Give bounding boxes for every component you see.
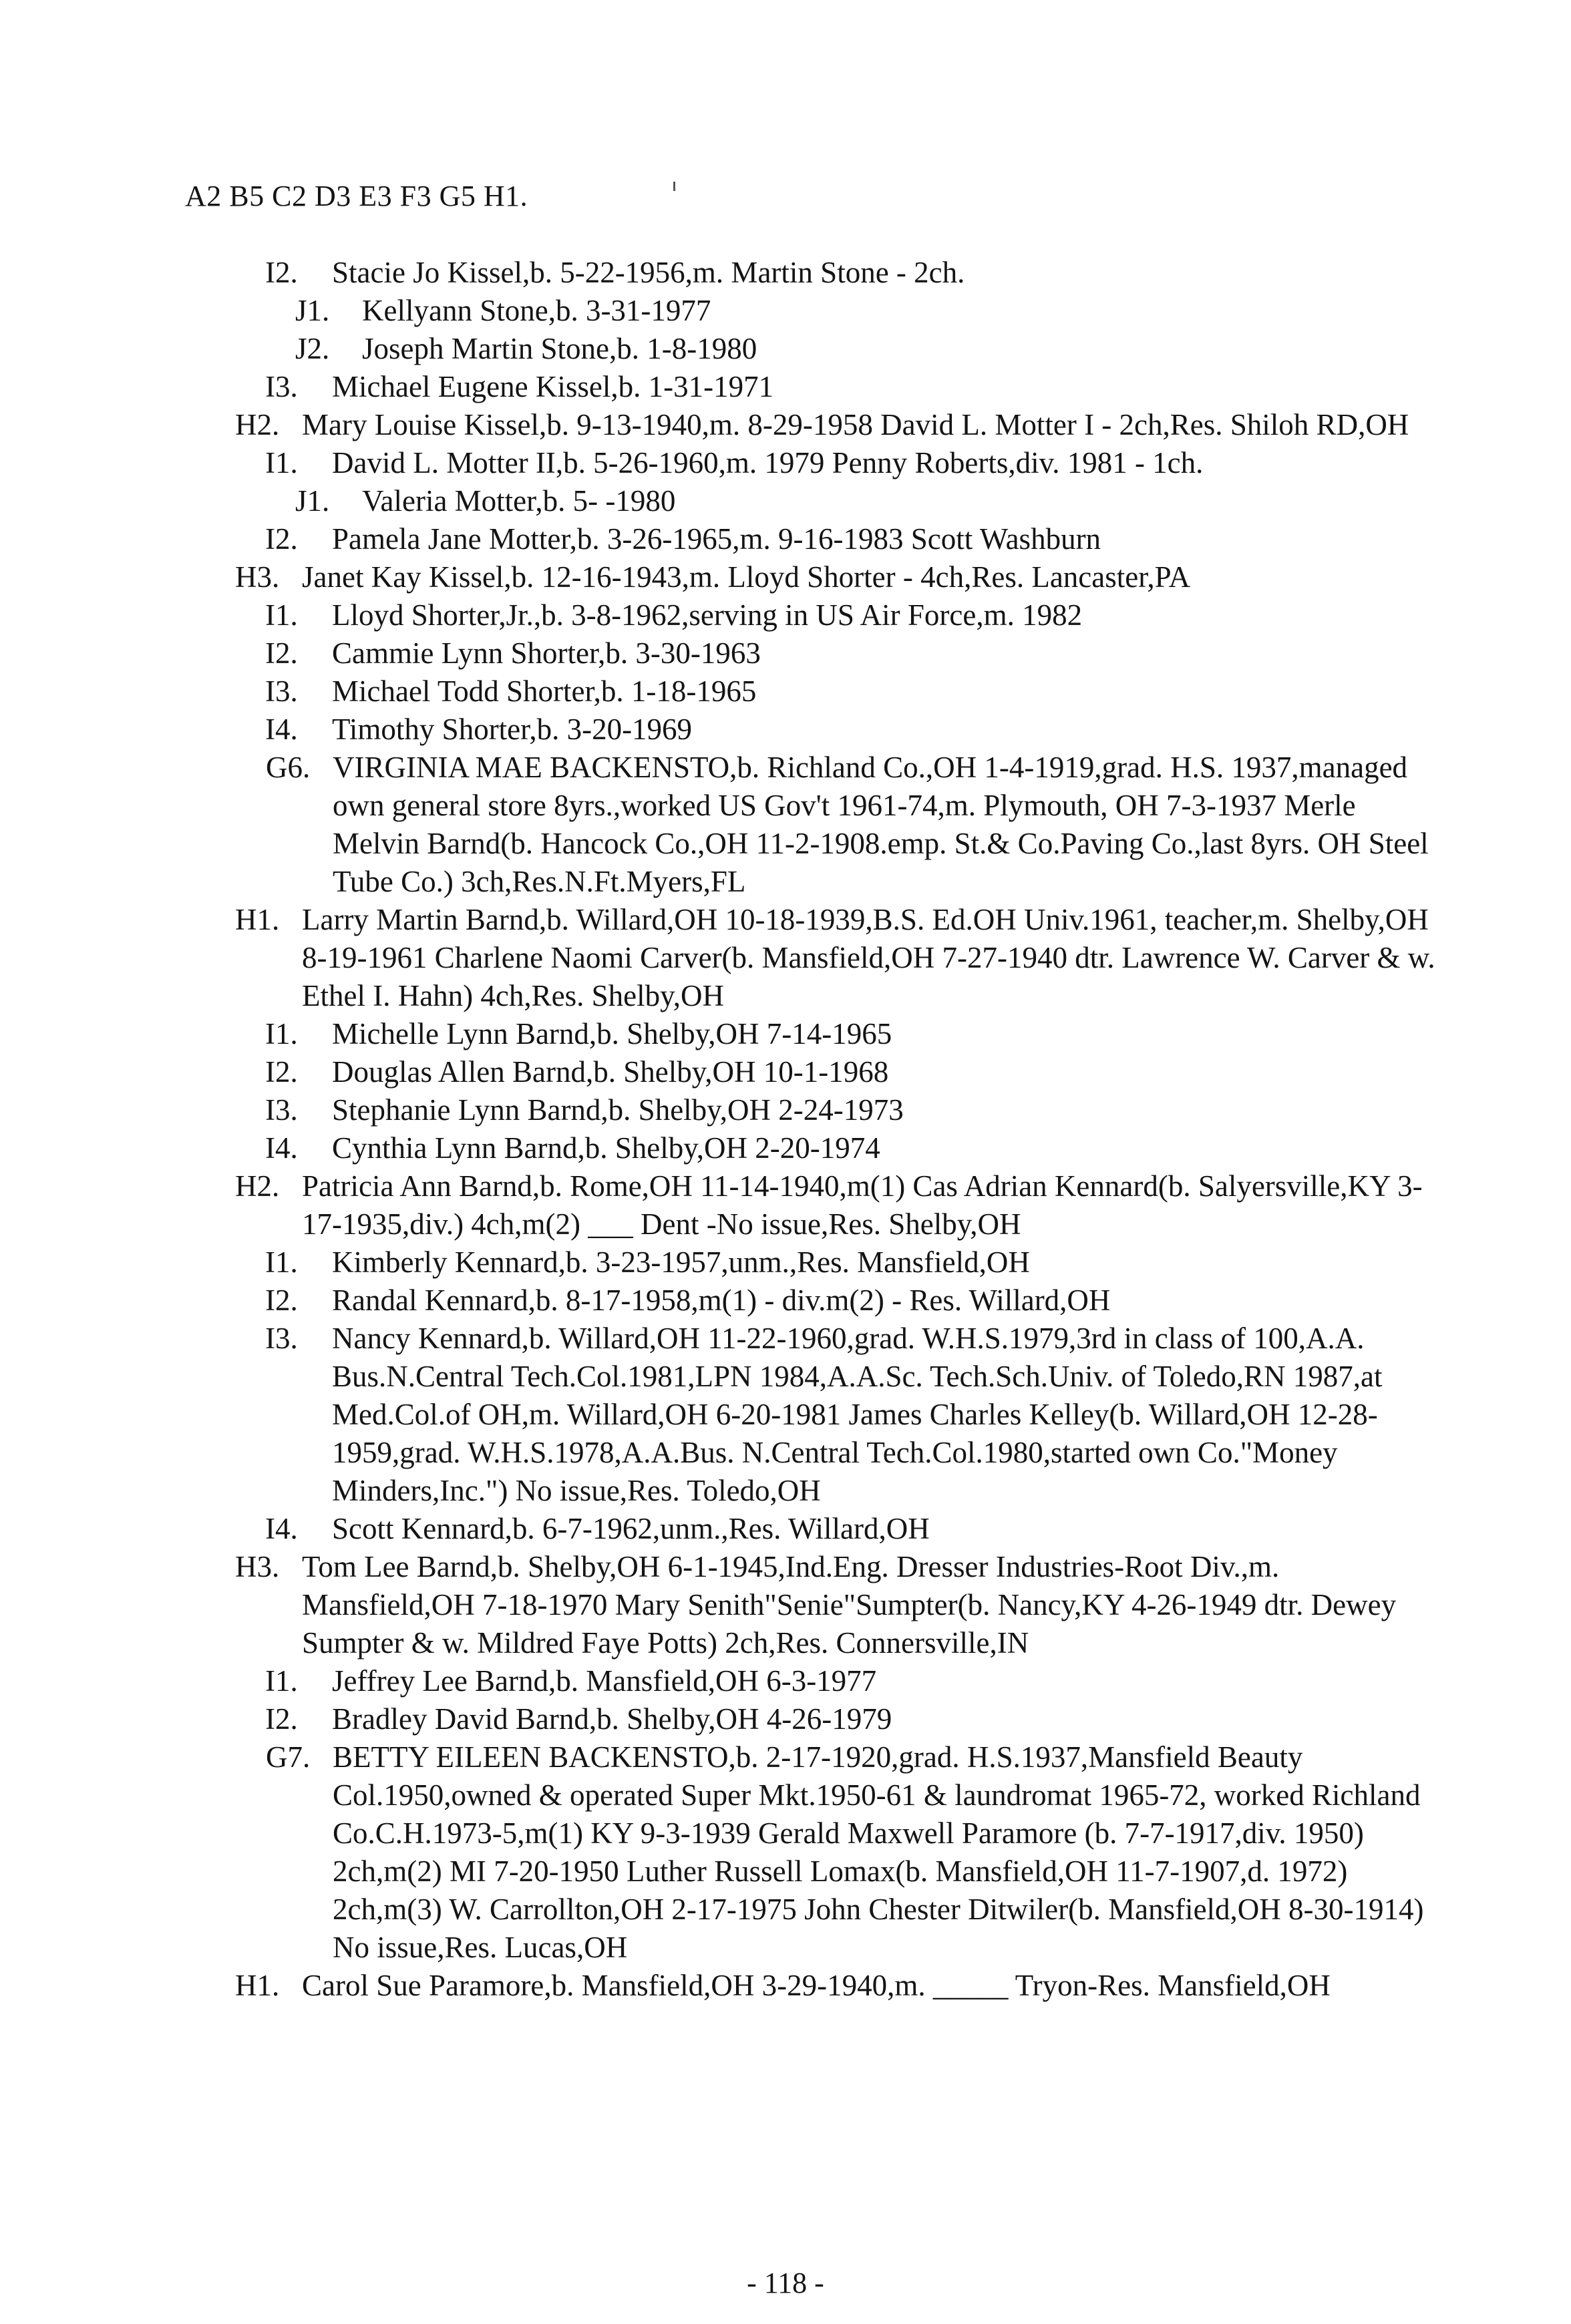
entry-text: BETTY EILEEN BACKENSTO,b. 2-17-1920,grad. H.S.1937,Mansfield Beauty Col.1950,owned & operated Super Mkt.1950-61 & laundromat 1965-72, worked Richland Co.C.H.1973-5,m(1) KY 9-3-1939 Gerald Maxwell Paramore (b. 7-7-1917,div. 1950) 2ch,m(2) MI 7-20-1950 Luther Russell Lomax(b. Mansfield,OH 11-7-1907,d. 1972) 2ch,m(3) W. Carrollton,OH 2-17-1975 John Chester Ditwiler(b. Mansfield,OH 8-30-1914) No issue,Res. Lucas,OH bbox=[333, 1740, 1424, 1964]
entry-text: Timothy Shorter,b. 3-20-1969 bbox=[332, 713, 693, 746]
entry-text: Janet Kay Kissel,b. 12-16-1943,m. Lloyd Shorter - 4ch,Res. Lancaster,PA bbox=[302, 560, 1191, 594]
entry-code: I2. bbox=[265, 1284, 298, 1317]
entry-text: Jeffrey Lee Barnd,b. Mansfield,OH 6-3-1977 bbox=[332, 1664, 877, 1698]
genealogy-entry bbox=[0, 444, 1443, 482]
genealogy-entry bbox=[0, 1700, 1443, 1738]
entry-code: J2. bbox=[295, 332, 330, 365]
entry-text: Valeria Motter,b. 5- -1980 bbox=[362, 484, 676, 518]
entry-text: Mary Louise Kissel,b. 9-13-1940,m. 8-29-1958 David L. Motter I - 2ch,Res. Shiloh RD,OH bbox=[302, 408, 1409, 441]
entry-code: H1. bbox=[235, 903, 280, 936]
genealogy-entry bbox=[0, 1015, 1443, 1053]
genealogy-entry bbox=[0, 520, 1443, 558]
genealogy-entry bbox=[0, 1967, 1443, 2005]
genealogy-entry bbox=[0, 901, 1443, 1015]
genealogy-entry bbox=[0, 1548, 1443, 1662]
entry-text: Cammie Lynn Shorter,b. 3-30-1963 bbox=[332, 636, 761, 670]
entry-text: Kimberly Kennard,b. 3-23-1957,unm.,Res. Mansfield,OH bbox=[332, 1245, 1030, 1279]
genealogy-entry bbox=[0, 558, 1443, 596]
entry-code: I2. bbox=[265, 1055, 298, 1089]
genealogy-entry bbox=[0, 1282, 1443, 1320]
genealogy-entry bbox=[0, 368, 1443, 406]
entry-text: Michelle Lynn Barnd,b. Shelby,OH 7-14-1965 bbox=[332, 1017, 892, 1050]
entry-text: Cynthia Lynn Barnd,b. Shelby,OH 2-20-1974 bbox=[332, 1131, 880, 1165]
entry-code: H2. bbox=[235, 1169, 280, 1203]
entry-text: Stacie Jo Kissel,b. 5-22-1956,m. Martin Stone - 2ch. bbox=[332, 256, 965, 289]
genealogy-entries bbox=[0, 254, 1571, 2005]
genealogy-entry bbox=[0, 1662, 1443, 1700]
entry-code: I1. bbox=[265, 446, 298, 479]
genealogy-entry bbox=[0, 254, 1443, 292]
entry-code: I2. bbox=[265, 636, 298, 670]
entry-code: I3. bbox=[265, 370, 298, 403]
genealogy-entry bbox=[0, 711, 1443, 749]
entry-code: I2. bbox=[265, 1702, 298, 1736]
entry-text: Lloyd Shorter,Jr.,b. 3-8-1962,serving in US Air Force,m. 1982 bbox=[332, 598, 1083, 632]
genealogy-entry bbox=[0, 749, 1443, 901]
entry-code: H3. bbox=[235, 560, 280, 594]
entry-code: J1. bbox=[295, 484, 330, 518]
genealogy-entry bbox=[0, 1243, 1443, 1282]
entry-text: Carol Sue Paramore,b. Mansfield,OH 3-29-1940,m. _____ Tryon-Res. Mansfield,OH bbox=[302, 1969, 1331, 2002]
entry-code: I1. bbox=[265, 1664, 298, 1698]
genealogy-entry bbox=[0, 1129, 1443, 1167]
entry-code: I4. bbox=[265, 713, 298, 746]
page-number: - 118 - bbox=[747, 2267, 824, 2299]
entry-code: I1. bbox=[265, 1245, 298, 1279]
stray-mark bbox=[673, 182, 675, 191]
entry-text: Michael Eugene Kissel,b. 1-31-1971 bbox=[332, 370, 774, 403]
entry-code: H2. bbox=[235, 408, 280, 441]
genealogy-entry bbox=[0, 596, 1443, 634]
genealogy-entry bbox=[0, 1091, 1443, 1129]
entry-code: I1. bbox=[265, 598, 298, 632]
entry-text: Douglas Allen Barnd,b. Shelby,OH 10-1-1968 bbox=[332, 1055, 889, 1089]
entry-text: Tom Lee Barnd,b. Shelby,OH 6-1-1945,Ind.Eng. Dresser Industries-Root Div.,m. Mansfield,OH 7-18-1970 Mary Senith"Senie"Sumpter(b. Nancy,KY 4-26-1949 dtr. Dewey Sumpter & w. Mildred Faye Potts) 2ch,Res. Connersville,IN bbox=[302, 1550, 1397, 1660]
entry-text: Joseph Martin Stone,b. 1-8-1980 bbox=[362, 332, 757, 365]
genealogy-entry bbox=[0, 1510, 1443, 1548]
genealogy-entry bbox=[0, 1053, 1443, 1091]
entry-code: G6. bbox=[266, 751, 311, 784]
entry-code: H1. bbox=[235, 1969, 280, 2002]
entry-code: I1. bbox=[265, 1017, 298, 1050]
entry-text: Pamela Jane Motter,b. 3-26-1965,m. 9-16-1983 Scott Washburn bbox=[332, 522, 1101, 556]
entry-text: Patricia Ann Barnd,b. Rome,OH 11-14-1940,m(1) Cas Adrian Kennard(b. Salyersville,KY 3-17-1935,div.) 4ch,m(2) ___ Dent -No issue,Res. Shelby,OH bbox=[302, 1169, 1423, 1241]
entry-code: I3. bbox=[265, 674, 298, 708]
entry-text: Bradley David Barnd,b. Shelby,OH 4-26-1979 bbox=[332, 1702, 892, 1736]
entry-text: Michael Todd Shorter,b. 1-18-1965 bbox=[332, 674, 757, 708]
entry-text: Scott Kennard,b. 6-7-1962,unm.,Res. Willard,OH bbox=[332, 1512, 930, 1545]
genealogy-entry bbox=[0, 292, 1443, 330]
genealogy-entry bbox=[0, 1738, 1443, 1967]
entry-text: Larry Martin Barnd,b. Willard,OH 10-18-1939,B.S. Ed.OH Univ.1961, teacher,m. Shelby,OH 8-19-1961 Charlene Naomi Carver(b. Mansfield,OH 7-27-1940 dtr. Lawrence W. Carver & w. Ethel I. Hahn) 4ch,Res. Shelby,OH bbox=[302, 903, 1435, 1012]
genealogy-entry bbox=[0, 1320, 1443, 1510]
genealogy-entry bbox=[0, 406, 1443, 444]
entry-code: I2. bbox=[265, 522, 298, 556]
entry-text: David L. Motter II,b. 5-26-1960,m. 1979 Penny Roberts,div. 1981 - 1ch. bbox=[332, 446, 1204, 479]
entry-code: G7. bbox=[266, 1740, 311, 1774]
genealogy-entry bbox=[0, 634, 1443, 672]
entry-code: I4. bbox=[265, 1512, 298, 1545]
entry-code: J1. bbox=[295, 294, 330, 327]
entry-text: Stephanie Lynn Barnd,b. Shelby,OH 2-24-1973 bbox=[332, 1093, 904, 1127]
genealogy-entry bbox=[0, 672, 1443, 711]
entry-code: I3. bbox=[265, 1093, 298, 1127]
genealogy-entry bbox=[0, 482, 1443, 520]
genealogy-entry bbox=[0, 1167, 1443, 1243]
entry-text: Randal Kennard,b. 8-17-1958,m(1) - div.m(2) - Res. Willard,OH bbox=[332, 1284, 1111, 1317]
entry-code: I4. bbox=[265, 1131, 298, 1165]
entry-text: Nancy Kennard,b. Willard,OH 11-22-1960,grad. W.H.S.1979,3rd in class of 100,A.A. Bus.N.Central Tech.Col.1981,LPN 1984,A.A.Sc. Tech.Sch.Univ. of Toledo,RN 1987,at Med.Col.of OH,m. Willard,OH 6-20-1981 James Charles Kelley(b. Willard,OH 12-28-1959,grad. W.H.S.1978,A.A.Bus. N.Central Tech.Col.1980,started own Co."Money Minders,Inc.") No issue,Res. Toledo,OH bbox=[332, 1322, 1383, 1507]
entry-text: Kellyann Stone,b. 3-31-1977 bbox=[362, 294, 711, 327]
generation-path-header: A2 B5 C2 D3 E3 F3 G5 H1. bbox=[185, 180, 528, 212]
entry-code: I2. bbox=[265, 256, 298, 289]
entry-text: VIRGINIA MAE BACKENSTO,b. Richland Co.,OH 1-4-1919,grad. H.S. 1937,managed own general store 8yrs.,worked US Gov't 1961-74,m. Plymouth, OH 7-3-1937 Merle Melvin Barnd(b. Hancock Co.,OH 11-2-1908.emp. St.& Co.Paving Co.,last 8yrs. OH Steel Tube Co.) 3ch,Res.N.Ft.Myers,FL bbox=[333, 751, 1429, 898]
entry-code: I3. bbox=[265, 1322, 298, 1355]
entry-code: H3. bbox=[235, 1550, 280, 1583]
genealogy-entry bbox=[0, 330, 1443, 368]
